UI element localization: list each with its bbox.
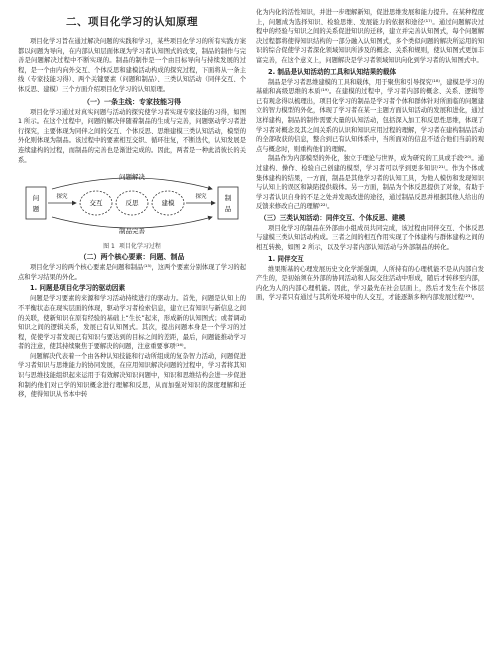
left-column xyxy=(18,8,246,400)
paragraph: 制品作为内部模型的外化，独立于理论与世界，成为研究的工具或手段⁽²⁰⁾。通过建构、操作、检验自己创建的模型，学习者可以学到更多知识⁽²¹⁾。作为个体或集体建构的结果，一方面，制品是其他学习者的认知工具，为他人模仿和发现知识与认知上的误区和缺陷提供载体。另一方面，制品为个体反思提供了对象，有助于学习者认识自身的不足之处并发现改进的途径，通过制品反思并根据其他人给出的反馈来修改自己的理解⁽²²⁾。 xyxy=(256,155,484,211)
figure-caption-text: 项目化学习过程 xyxy=(118,243,161,251)
subsection-heading: （二）两个核心要素：问题、制品 xyxy=(79,253,185,262)
right-column xyxy=(256,8,484,303)
problem-box xyxy=(26,187,46,219)
node2-label: 反思 xyxy=(125,199,139,208)
subsection-heading: （三）三类认知活动：同伴交互、个体反思、建模 xyxy=(260,213,406,222)
project-learning-process-diagram xyxy=(18,169,246,235)
figure-number: 图 1 xyxy=(103,243,115,251)
subsection-heading: （一）一条主线：专家技能习得 xyxy=(83,97,181,106)
problem-label-1: 问 xyxy=(32,194,40,203)
bottom-label: 制品完善 xyxy=(119,227,145,236)
figure-1 xyxy=(18,169,246,250)
left-arrow-label: 探究 xyxy=(56,194,68,201)
paragraph: 问题是学习要素的来源和学习活动持续进行的驱动力。首先，问题是认知上的不平衡状态在现实层面的体现，驱动学习者检索信息，建立已有知识与新信息之间的关联，使新知识在原有经验的基础上“生长”起来，形成新的认知图式；或者调动知识之间的逻辑关系，发展已有认知图式。其次，提出问题本身是一个学习的过程，促使学习者发现已有知识与要达到的目标之间的差距，最后，问题能推动学习者的注意，使其持续聚焦于要解决的问题，注意重要事项⁽¹⁶⁾。 xyxy=(18,295,246,351)
figure-caption xyxy=(18,241,246,250)
paragraph: 问题解决代表着一个由各种认知技能和行动所组成的复杂智力活动，问题促进学习者知识与思维能力的协同发展，在应用知识解决问题的过程中，学习者将其知识与思维技能组织起来运用于有效解决知识问题中，知识和思维结构会进一步促进和制约他们对已学的知识概念进行理解和反思，从而加强对知识的深度理解和迁移，使得知识从书本中转 xyxy=(18,352,246,399)
paragraph: 维果斯基的心理发展历史文化学派强调，人所持有的心理机能不是从内部自发产生的，是初始须在外部的协同活动和人际交往活动中形成，随后才转移至内部，内化为人的内部心理机能。因此，学习最先在社会层面上，然后才发生在个体层面，学习者只有通过与其所处环境中的人交互，才能逐渐多种内部发展过程⁽²³⁾。 xyxy=(256,265,484,302)
section-title: 二、项目化学习的认知原理 xyxy=(66,16,198,28)
artifact-box xyxy=(218,187,238,219)
paragraph: 化为内化的活性知识，并进一步理解新知，促进思维发展和能力提升。在某种程度上，问题成为选择知识、检验思维、发展能力的依据和途径⁽¹⁷⁾。通过问题解决过程中的经验与知识之间的关系促进知识的迁移，建立并完善认知图式，每个问题解决过程都将使得知识结构的一部分融入认知图式，多个类似问题的解决所运用的知识的综合促使学习者深化领域知识所涉及的概念、关系和规则，使认知图式更加丰富完善，在这个意义上，问题解决是学习者领域知识向化到学习者的认知图式中。 xyxy=(256,9,484,64)
node1-label: 交互 xyxy=(89,199,103,208)
artifact-label-2: 品 xyxy=(224,205,232,214)
node3-label: 建模 xyxy=(161,199,175,208)
paragraph: 项目化学习的制品在外部由小组成员共同完成，该过程由同伴交互、个体反思与建模三类认知活动构成。三者之间的相互作用实现了个体建构与群体建构之间的相互转换，如图 2 所示，以及学习者内部认知活动与外部制品的转化。 xyxy=(256,224,484,252)
sub-heading: 2. 制品是认知活动的工具和认知结果的载体 xyxy=(268,67,397,76)
artifact-label-1: 制 xyxy=(224,194,232,203)
paragraph: 制品是学习者思维建模的工具和载体，用于聚焦和引导探究⁽¹⁸⁾，建模是学习的基础和高级思维的本质⁽¹⁹⁾。在建模的过程中，学习者内部的概念、关系、逻辑等已有观念得以梳理出，项目化学习的制品是学习者个体和群体针对所面临的问题建立的智力模型的外化，体现了学习者在某一主题方面认知活动的发展和进化，通过这样建构，制品的制作需要大量的认知活动，包括深入加工和反思性思维，体现了学习者对概念及其之间关系的认识和知识应用过程的理解，学习者在建构制品活动的全部收获的信息，整合到已有认知体系中，当所面对的信息不适合他们当前的观点与概念时，则重构他们的理解。 xyxy=(256,78,484,153)
paragraph: 项目化学习的两个核心要素是问题和制品⁽¹⁵⁾，这两个要素分别体现了学习的起点和学习结果的外化。 xyxy=(18,264,246,281)
top-label: 问题解决 xyxy=(119,173,145,182)
sub-heading: 1. 问题是项目化学习的驱动因素 xyxy=(30,284,126,293)
paragraph: 项目化学习通过对真实问题与活动的探究使学习者实现专家技能的习得，如图 1 所示。在这个过程中，问题的解决伴随着制品的生成与完善，问题驱动学习者进行探究，主要体现为同伴之间的交互、个体反思、思维建模三类认知活动，模型的外化则体现为制品。该过程中的要素相互交织、循环往复，不断迭代，认知发展是连续建构的过程，而制品的完善也是渐进完成的。因此，两者是一种此消彼长的关系。 xyxy=(18,108,246,164)
sub-heading: 1. 同伴交互 xyxy=(268,254,304,263)
right-arrow-label: 探究 xyxy=(195,194,207,201)
paragraph: 项目化学习旨在通过解决问题的实践和学习，某些项目化学习的所有实践方案都以问题为导向，在内部认知层面体现为学习者认知图式的改变，制品的制作与完善是问题解决过程中不断实现的。制品的制作是一个由目标导向与持续发展的过程，是一个由内向外交互、个体反思和建模活动构成的探究过程，下面将从一条主线（专家技能习得）、两个关键要素（问题和制品）、三类认知活动（同伴交互、个体反思、建模）三个方面介绍项目化学习的认知原理。 xyxy=(18,38,246,93)
problem-label-2: 题 xyxy=(32,205,40,214)
